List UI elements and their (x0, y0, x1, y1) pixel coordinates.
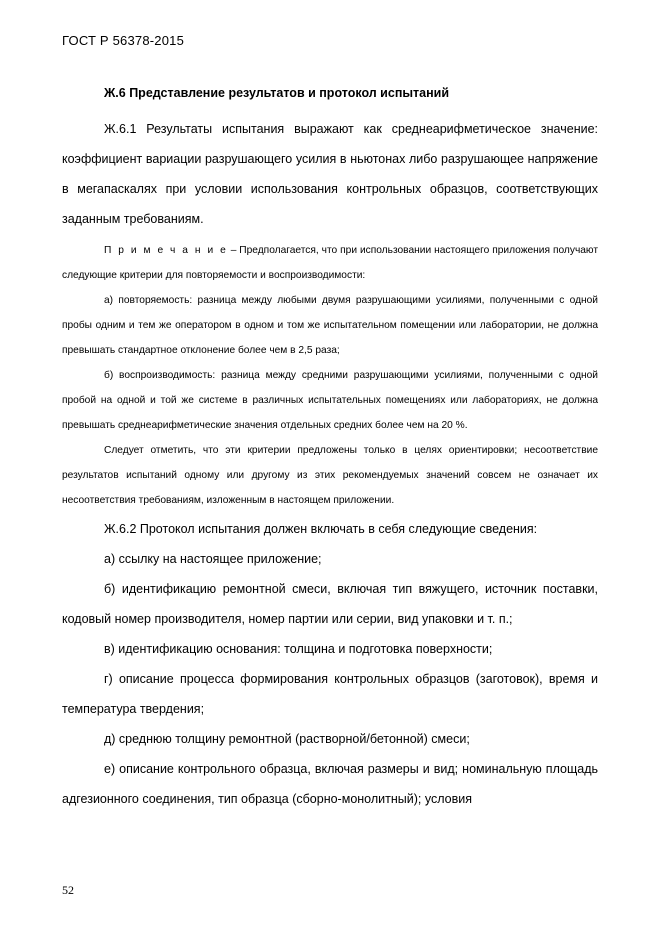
list-item-g: г) описание процесса формирования контрольных образцов (заготовок), время и температура твердения; (62, 672, 598, 716)
note-item-a: а) повторяемость: разница между любыми двумя разрушающими усилиями, полученными с одной пробы одним и тем же оператором в одном и том же испытательном помещении или лаборатории, не должна превышать стандартное отклонение более чем в 2,5 раза; (62, 295, 598, 356)
list-item-d: д) среднюю толщину ремонтной (растворной/бетонной) смеси; (104, 732, 470, 746)
page-content (62, 84, 598, 814)
paragraph-j6-1: Ж.6.1 Результаты испытания выражают как среднеарифметическое значение: коэффициент вариации разрушающего усилия в ньютонах либо разрушающее напряжение в мегапаскалях при условии использования контрольных образцов, соответствующих заданным требованиям. (62, 122, 598, 226)
note-remark: Следует отметить, что эти критерии предложены только в целях ориентировки; несоответствие результатов испытаний одному или другому из этих рекомендуемых значений совсем не означает их несоответствия требованиям, изложенным в настоящем приложении. (62, 445, 598, 506)
list-item-v: в) идентификацию основания: толщина и подготовка поверхности; (104, 642, 493, 656)
note-text: – Предполагается, что при использовании настоящего приложения получают следующие критерии для повторяемости и воспроизводимости: (62, 245, 599, 281)
note-label: П р и м е ч а н и е (104, 245, 228, 256)
document-code: ГОСТ Р 56378-2015 (62, 33, 185, 48)
note-paragraph (62, 238, 598, 288)
list-item-b: б) идентификацию ремонтной смеси, включая тип вяжущего, источник поставки, кодовый номер производителя, номер партии или серии, вид упаковки и т. п.; (62, 582, 598, 626)
section-heading: Ж.6 Представление результатов и протокол испытаний (104, 86, 450, 100)
list-item-e: е) описание контрольного образца, включая размеры и вид; номинальную площадь адгезионного соединения, тип образца (сборно-монолитный); условия (62, 762, 598, 806)
list-item-a: а) ссылку на настоящее приложение; (104, 552, 322, 566)
paragraph-j6-2: Ж.6.2 Протокол испытания должен включать в себя следующие сведения: (104, 522, 538, 536)
page-number: 52 (62, 883, 74, 897)
note-item-b: б) воспроизводимость: разница между средними разрушающими усилиями, полученными с одной пробой на одной и той же системе в различных испытательных помещениях или лабораториях, не должна превышать среднеарифметические значения отдельных средних более чем на 20 %. (62, 370, 598, 431)
